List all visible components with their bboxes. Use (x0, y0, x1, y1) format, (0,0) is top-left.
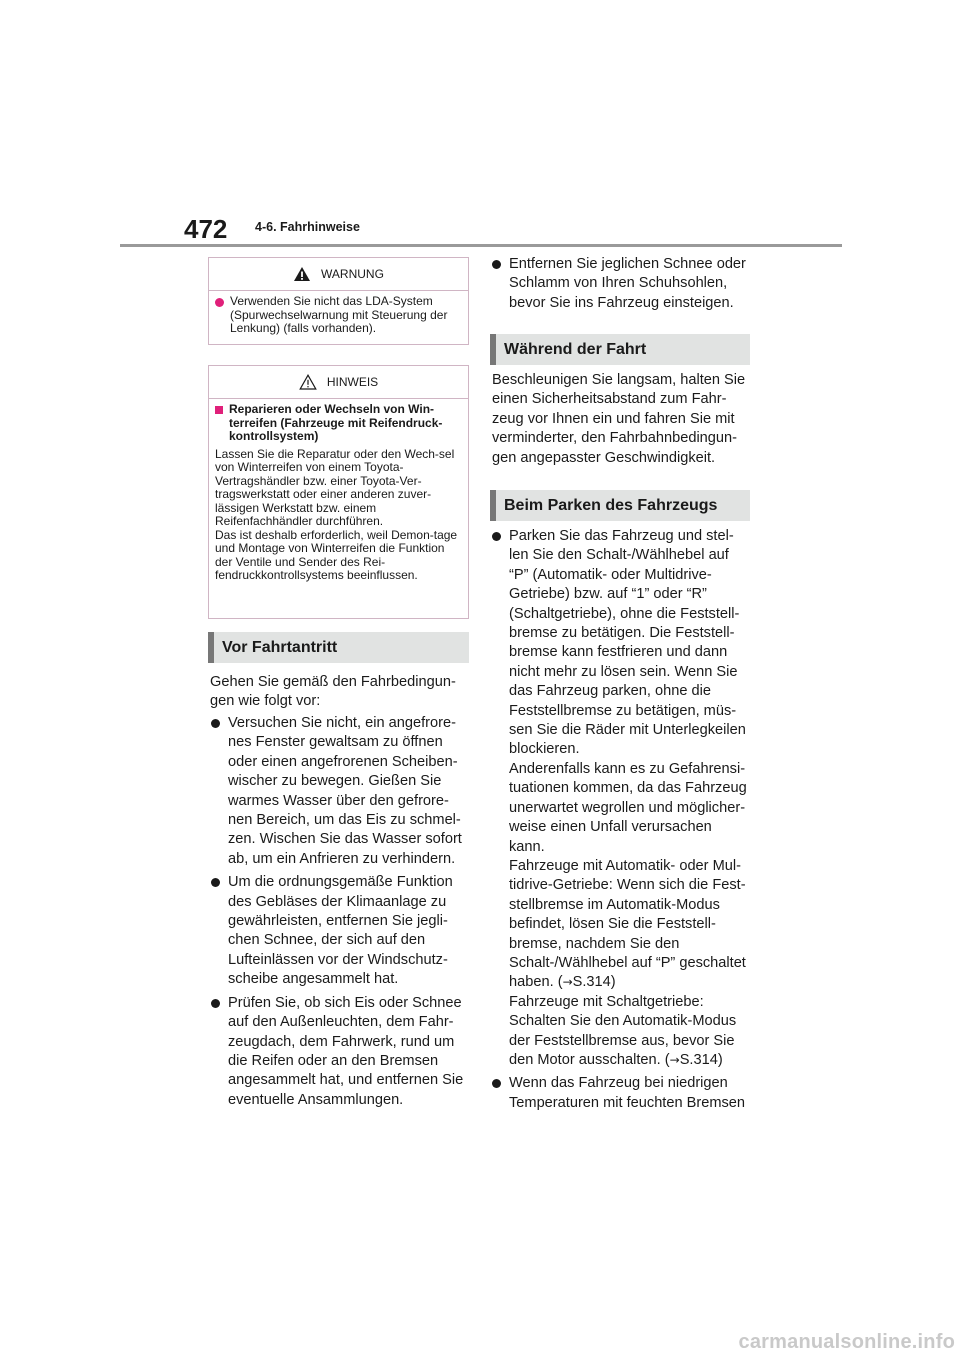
list-item: Entfernen Sie jeglichen Schnee oder Schlamm von Ihren Schuhsohlen, bevor Sie ins Fahrzeug einsteigen. (491, 255, 751, 313)
preparation-list-continued (491, 255, 751, 313)
watermark: carmanualsonline.info (738, 1331, 955, 1353)
parking-text-2: Anderenfalls kann es zu Gefahrensi-tuationen kommen, da das Fahrzeug unerwartet wegrollen und möglicher-weise einen Unfall verursachen kann. (509, 760, 747, 855)
section-heading-beim-parken (490, 490, 750, 521)
arrow-icon: → (669, 1052, 680, 1067)
note-item-heading (215, 403, 462, 444)
parking-text-1: Parken Sie das Fahrzeug und stel-len Sie den Schalt-/Wählhebel auf “P” (Automatik- oder Multidrive-Getriebe) bzw. auf “1” oder “R” (Schaltgetriebe), ohne die Feststell-bremse zu betätigen. Die Feststell-bremse kann festfrieren und dann nicht mehr zu lösen sein. Wenn Sie das Fahrzeug parken, ohne die Feststellbremse zu betätigen, müs-sen Sie die Räder mit Unterlegkeilen blockieren. (509, 528, 746, 758)
caution-triangle-icon (299, 374, 317, 390)
list-item: Versuchen Sie nicht, ein angefrore-nes Fenster gewaltsam zu öffnen oder einen angefrorenen Scheiben-wischer zu bewegen. Gießen Sie warmes Wasser über den gefrore-nen Bereich, um das Eis zu schmel-zen. Wischen Sie das Wasser sofort ab, um ein Anfrieren zu verhindern. (210, 714, 468, 869)
parking-list (491, 527, 751, 1113)
intro-paragraph: Gehen Sie gemäß den Fahrbedingun-gen wie folgt vor: (210, 674, 456, 710)
header-divider (120, 244, 842, 247)
note-title: HINWEIS (326, 375, 379, 389)
warning-triangle-icon (293, 266, 311, 282)
page-number: 472 (184, 214, 228, 244)
note-text-2: Das ist deshalb erforderlich, weil Demon-tage und Montage von Winterreifen die Funktion der Ventile und Sender des Rei-fendruckkontrollsystems beeinflussen. (215, 527, 458, 582)
list-item: Prüfen Sie, ob sich Eis oder Schnee auf den Außenleuchten, dem Fahr-zeugdach, dem Fahrwerk, rund um die Reifen oder an den Bremsen angesammelt hat, und entfernen Sie eventuelle Ansammlungen. (210, 994, 468, 1110)
note-box-header (209, 366, 468, 399)
section-heading-vor-fahrtantritt (208, 632, 469, 663)
pink-bullet-icon (215, 298, 224, 307)
note-text-1: Lassen Sie die Reparatur oder den Wech-sel von Winterreifen von einem Toyota-Vertragshändler bzw. einer Toyota-Ver-tragswerkstatt oder einer anderen zuver-lässigen Werkstatt bzw. einem Reifenfachhändler durchführen. (215, 446, 455, 528)
parking-text-3: Fahrzeuge mit Automatik- oder Mul-tidrive-Getriebe: Wenn sich die Fest-stellbremse im Automatik-Modus befindet, lösen Sie die Feststell-bremse, nachdem Sie den Schalt-/Wählhebel auf “P” geschaltet haben. (→S.314) (509, 857, 746, 991)
note-box (208, 365, 469, 619)
warning-box (208, 257, 469, 345)
preparation-list (210, 714, 468, 1110)
section-title: Während der Fahrt (504, 340, 647, 358)
warning-body (209, 291, 468, 342)
warning-item (215, 295, 462, 336)
warning-title: WARNUNG (321, 267, 384, 281)
list-item (491, 527, 751, 1070)
section-title: Beim Parken des Fahrzeugs (504, 496, 718, 514)
note-item-title: Reparieren oder Wechseln von Win-terreifen (Fahrzeuge mit Reifendruck-kontrollsystem) (229, 402, 443, 443)
warning-text: Verwenden Sie nicht das LDA-System (Spurwechselwarnung mit Steuerung der Lenkung) (falls vorhanden). (230, 294, 448, 335)
section-reference: 4-6. Fahrhinweise (255, 220, 360, 234)
driving-paragraph: Beschleunigen Sie langsam, halten Sie einen Sicherheitsabstand zum Fahr-zeug vor Ihnen ein und fahren Sie mit verminderter, den Fahrbahnbedingun-gen angepasster Geschwindigkeit. (492, 372, 746, 466)
note-body (209, 399, 468, 589)
list-item: Wenn das Fahrzeug bei niedrigen Temperaturen mit feuchten Bremsen (491, 1074, 751, 1113)
parking-text-4: Fahrzeuge mit Schaltgetriebe: Schalten Sie den Automatik-Modus der Feststellbremse aus, bevor Sie den Motor ausschalten. (→S.314) (509, 993, 737, 1068)
section-title: Vor Fahrtantritt (222, 638, 338, 656)
section-heading-waehrend-der-fahrt (490, 334, 750, 365)
warning-box-header (209, 258, 468, 291)
pink-square-icon (215, 406, 223, 414)
list-item: Um die ordnungsgemäße Funktion des Gebläses der Klimaanlage zu gewährleisten, entfernen Sie jegli-chen Schnee, der sich auf den Lufteinlässen vor der Windschutz-scheibe angesammelt hat. (210, 873, 468, 989)
arrow-icon: → (562, 975, 573, 990)
